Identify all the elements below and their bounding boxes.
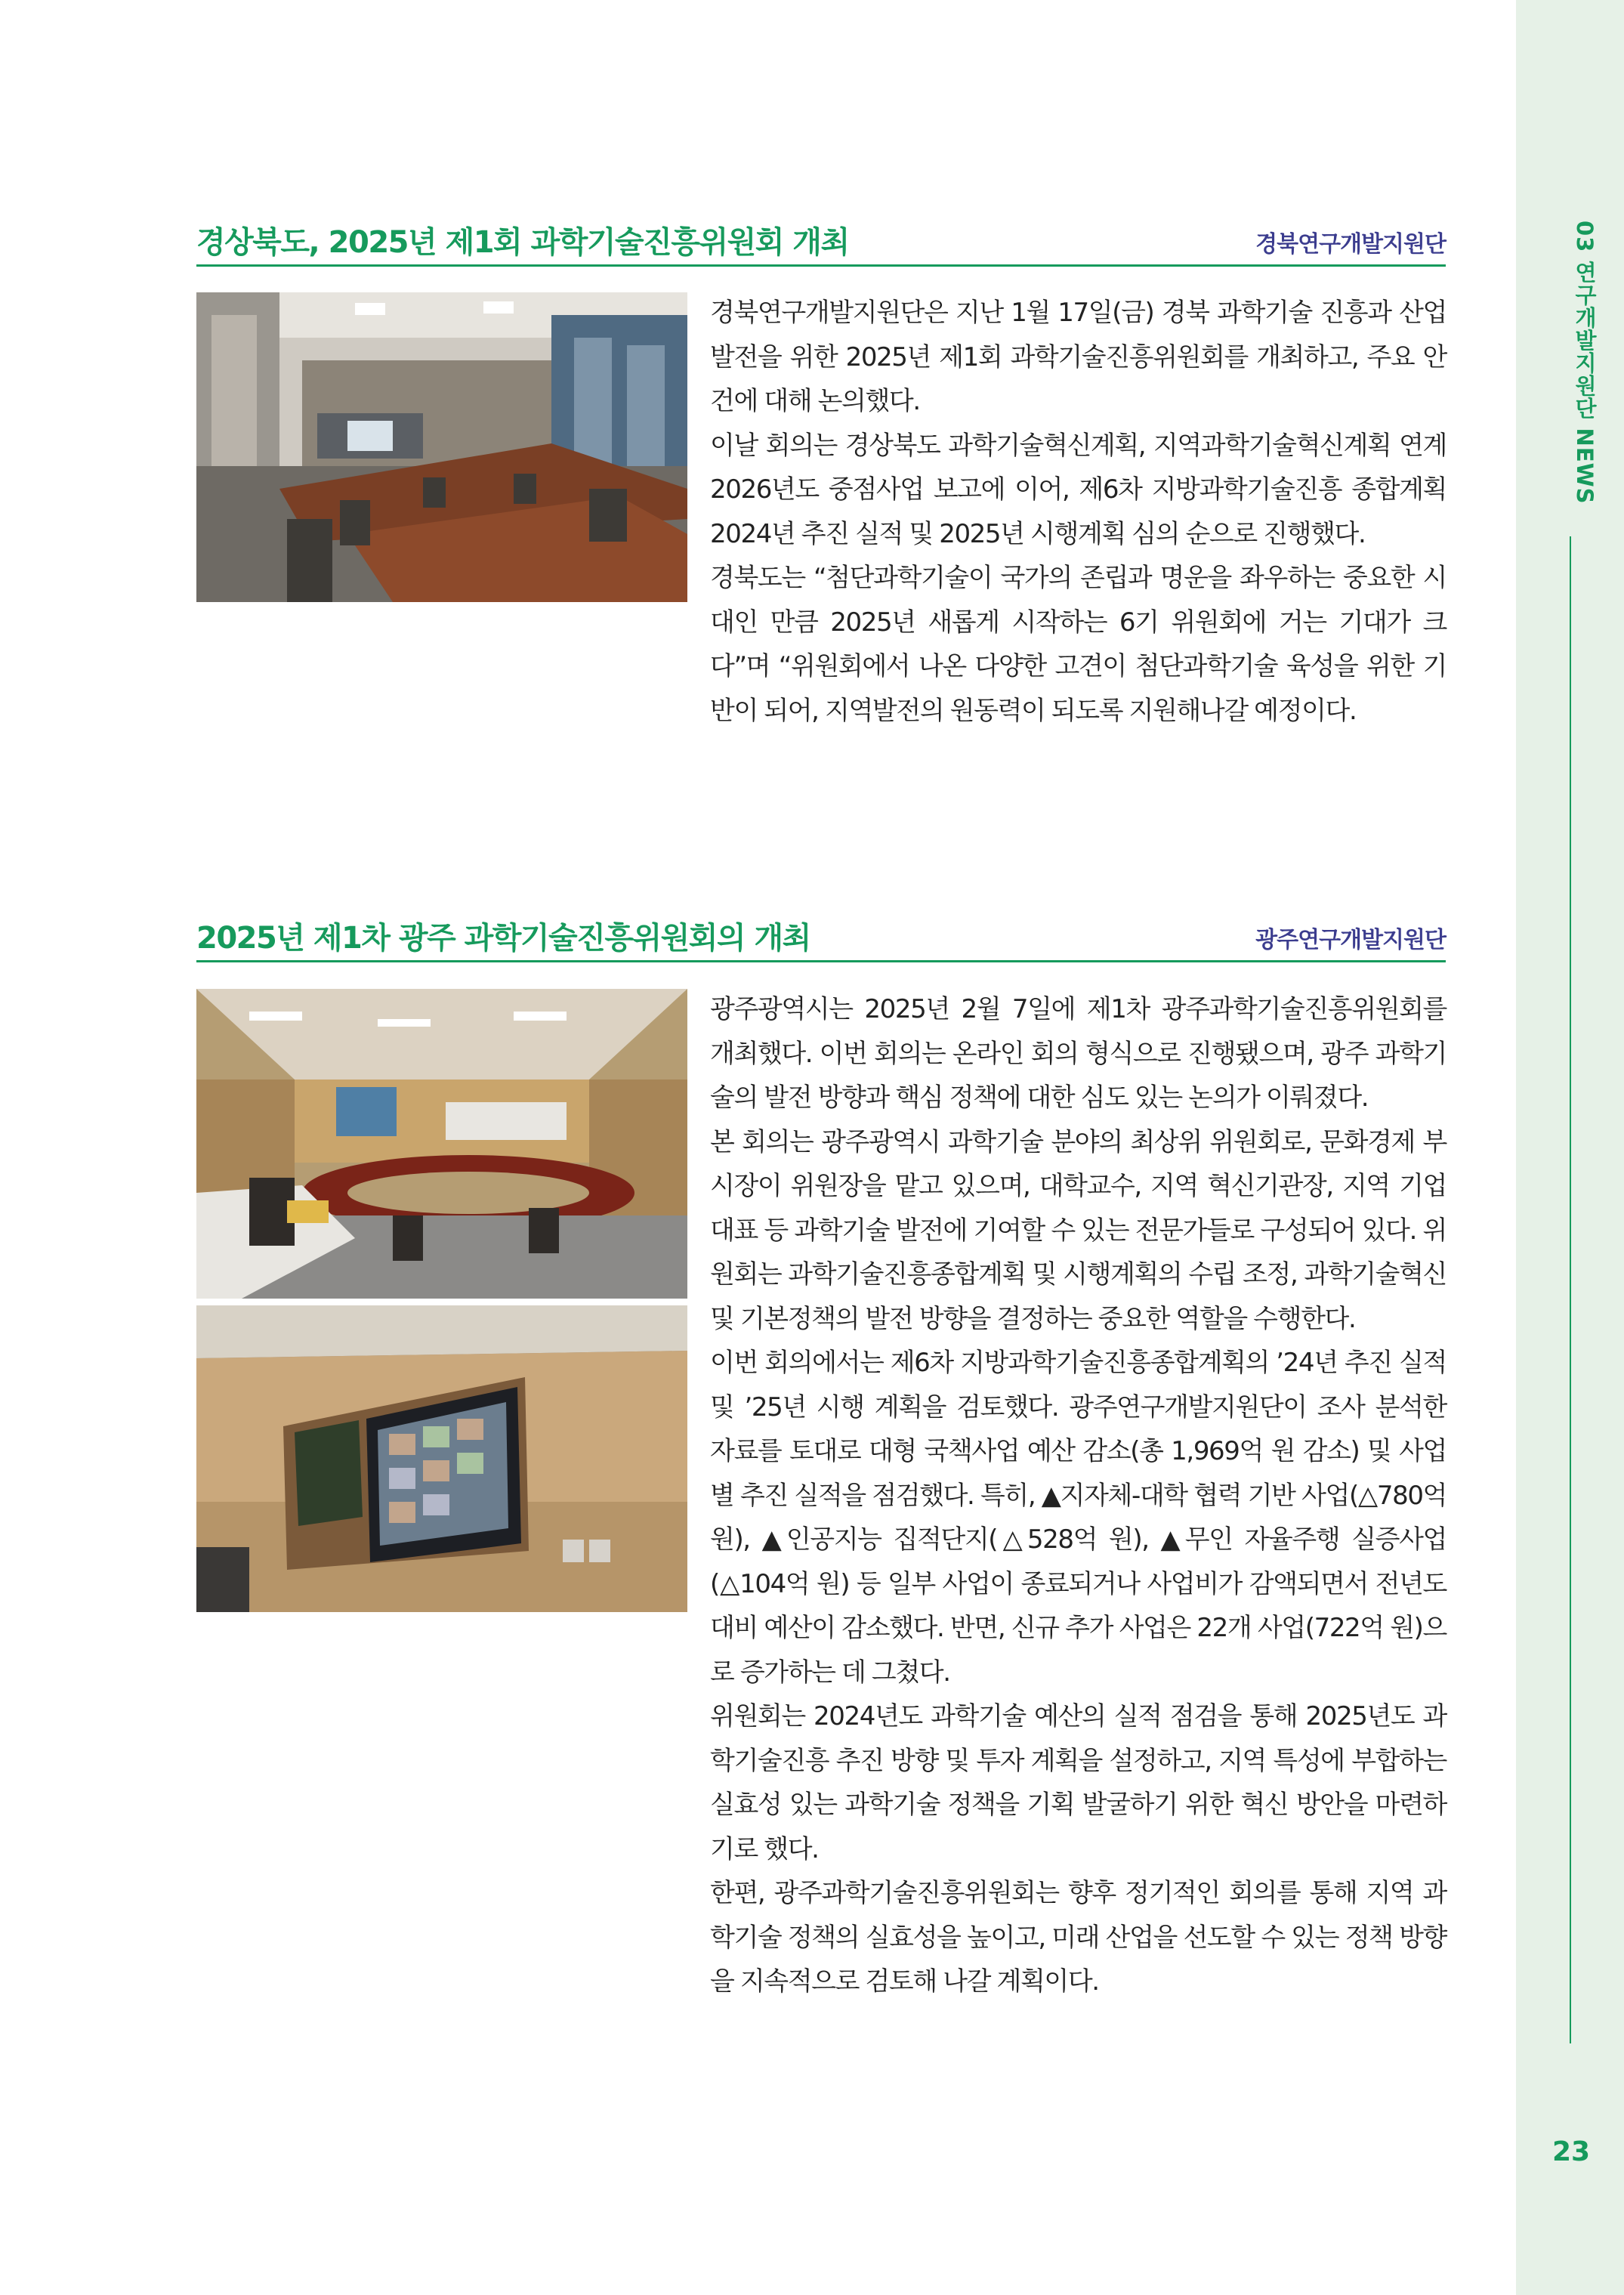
article-source: 경북연구개발지원단 [1255,231,1446,258]
article-header [196,221,1446,267]
conference-room-illustration [196,989,687,1299]
article-paragraph: 이날 회의는 경상북도 과학기술혁신계획, 지역과학기술혁신계획 연계 2026년도 중점사업 보고에 이어, 제6차 지방과학기술진흥 종합계획 2024년 추진 실적 및 2025년 시행계획 심의 순으로 진행했다. [710,430,1446,549]
article-paragraph: 경북연구개발지원단은 지난 1월 17일(금) 경북 과학기술 진흥과 산업 발전을 위한 2025년 제1회 과학기술진흥위원회를 개최하고, 주요 안건에 대해 논의했다. [710,298,1446,416]
meeting-photo-gwangju-room [196,989,687,1299]
article-header [196,916,1446,962]
article-body [710,291,1446,733]
article-title: 2025년 제1차 광주 과학기술진흥위원회의 개최 [196,921,810,956]
page-number: 23 [1551,2136,1591,2167]
article-paragraph: 경북도는 “첨단과학기술이 국가의 존립과 명운을 좌우하는 중요한 시대인 만큼 2025년 새롭게 시작하는 6기 위원회에 거는 기대가 크다”며 “위원회에서 나온 다양한 고견이 첨단과학기술 육성을 위한 기반이 되어, 지역발전의 원동력이 되도록 지원해나갈 예정이다. [710,563,1446,726]
meeting-photo-gyeongbuk [196,292,687,602]
article-paragraph: 광주광역시는 2025년 2월 7일에 제1차 광주과학기술진흥위원회를 개최했다. 이번 회의는 온라인 회의 형식으로 진행됐으며, 광주 과학기술의 발전 방향과 핵심 정책에 대한 심도 있는 논의가 이뤄졌다. [710,994,1446,1113]
meeting-photo-gwangju-screen [196,1305,687,1612]
article-paragraph: 위원회는 2024년도 과학기술 예산의 실적 점검을 통해 2025년도 과학기술진흥 추진 방향 및 투자 계획을 설정하고, 지역 특성에 부합하는 실효성 있는 과학기술 정책을 기획 발굴하기 위한 혁신 방안을 마련하기로 했다. [710,1701,1446,1864]
article-paragraph: 한편, 광주과학기술진흥위원회는 향후 정기적인 회의를 통해 지역 과학기술 정책의 실효성을 높이고, 미래 산업을 선도할 수 있는 정책 방향을 지속적으로 검토해 나갈 계획이다. [710,1878,1446,1997]
article-paragraph: 본 회의는 광주광역시 과학기술 분야의 최상위 위원회로, 문화경제 부시장이 위원장을 맡고 있으며, 대학교수, 지역 혁신기관장, 지역 기업 대표 등 과학기술 발전에 기여할 수 있는 전문가들로 구성되어 있다. 위원회는 과학기술진흥종합계획 및 시행계획의 수립 조정, 과학기술혁신 및 기본정책의 발전 방향을 결정하는 중요한 역할을 수행한다. [710,1126,1446,1334]
article-title: 경상북도, 2025년 제1회 과학기술진흥위원회 개최 [196,225,849,260]
sidebar-divider [1570,536,1571,2043]
meeting-room-illustration [196,292,687,602]
article-paragraph: 이번 회의에서는 제6차 지방과학기술진흥종합계획의 ’24년 추진 실적 및 ’25년 시행 계획을 검토했다. 광주연구개발지원단이 조사 분석한 자료를 토대로 대형 국책사업 예산 감소(총 1,969억 원 감소) 및 사업별 추진 실적을 점검했다. 특히, ▲지자체-대학 협력 기반 사업(△780억 원), ▲인공지능 집적단지(△528억 원), ▲무인 자율주행 실증사업(△104억 원) 등 일부 사업이 종료되거나 사업비가 감액되면서 전년도 대비 예산이 감소했다. 반면, 신규 추가 사업은 22개 사업(722억 원)으로 증가하는 데 그쳤다. [710,1348,1446,1688]
section-label: 03 연구개발지원단 NEWS [1572,221,1598,505]
video-conference-illustration [196,1305,687,1612]
article-source: 광주연구개발지원단 [1255,927,1446,953]
article-body [710,987,1446,2004]
